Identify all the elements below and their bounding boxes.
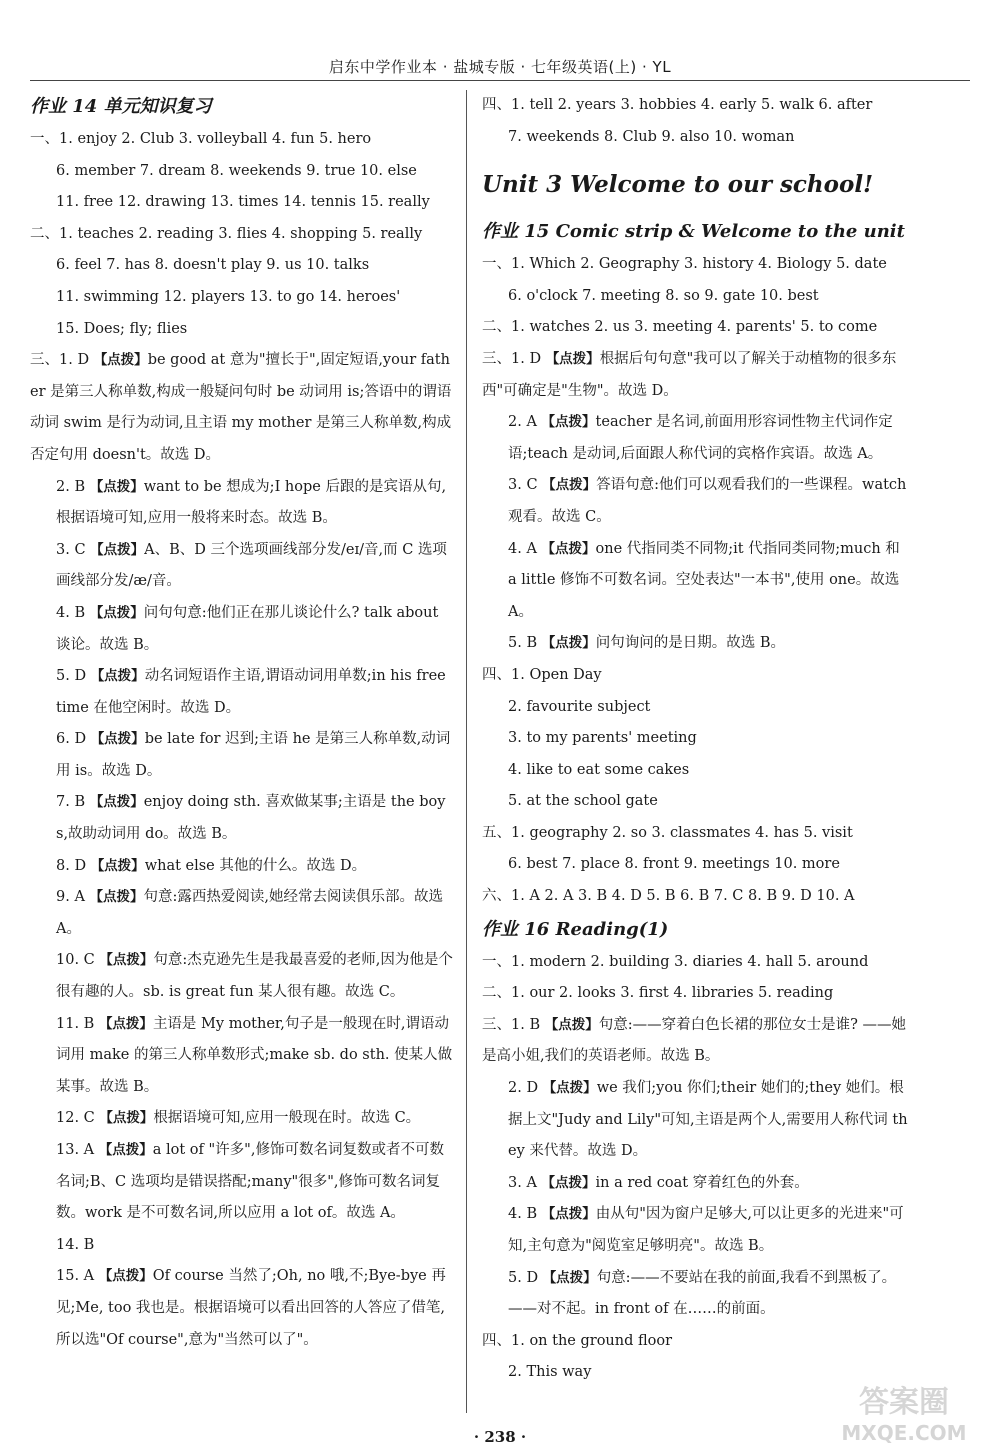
answer-line: 一、1. enjoy 2. Club 3. volleyball 4. fun 5. hero [30, 131, 372, 147]
answer-key: 10. C [56, 952, 100, 969]
answer-line [30, 945, 454, 1008]
hint-text: enjoy doing sth. 喜欢做某事;主语是 the boys,故助动词用 do。故选 B。 [56, 794, 446, 843]
hint-tag: 【点拨】 [545, 350, 600, 367]
answer-line [30, 598, 454, 661]
answer-line: 7. weekends 8. Club 9. also 10. woman [508, 128, 795, 145]
hint-text: teacher 是名词,前面用形容词性物主代词作定语;teach 是动词,后面跟人称代词的宾格作宾语。故选 A。 [508, 414, 893, 462]
answer-line [482, 534, 912, 629]
answer-line [482, 407, 912, 470]
answer-line [30, 851, 454, 883]
hint-text: what else 其他的什么。故选 D。 [144, 857, 367, 874]
hint-tag: 【点拨】 [90, 541, 145, 558]
answer-line [30, 1009, 454, 1104]
hint-tag: 【点拨】 [542, 1269, 597, 1286]
running-header [30, 56, 970, 81]
hint-text: in a red coat 穿着红色的外套。 [595, 1174, 809, 1191]
answer-line [30, 1230, 454, 1262]
answer-key: 11. B [56, 1015, 99, 1032]
answer-line: 二、1. watches 2. us 3. meeting 4. parents' 5. to come [482, 319, 878, 336]
hint-text: Of course 当然了;Oh, no 哦,不;Bye-bye 再见;Me, too 我也是。根据语境可以看出回答的人答应了借笔,所以选"Of course",意为"当然可以了"。 [56, 1268, 446, 1348]
hint-text: 根据语境可知,应用一般现在时。故选 C。 [153, 1110, 421, 1127]
answer-line [30, 472, 454, 535]
answer-key: 4. A [508, 540, 542, 557]
hint-text: 动名词短语作主语,谓语动词用单数;in his free time 在他空闲时。故选 D。 [56, 668, 446, 716]
answer-line [482, 628, 912, 660]
answer-key: 13. A [56, 1142, 99, 1158]
watermark-line2: MXQE.COM [841, 1421, 967, 1445]
answer-line: 六、1. A 2. A 3. B 4. D 5. B 6. B 7. C 8. B 9. D 10. A [482, 888, 855, 905]
answer-line [30, 345, 454, 471]
hint-tag: 【点拨】 [89, 604, 144, 621]
left-column [30, 90, 454, 1411]
answer-key: 三、1. B [482, 1016, 545, 1033]
watermark-logo [820, 1378, 988, 1448]
hint-text: 句意:杰克逊先生是我最喜爱的老师,因为他是个很有趣的人。sb. is great fun 某人很有趣。故选 C。 [56, 952, 453, 1001]
answer-line [482, 1199, 912, 1262]
answer-key: 9. A [56, 889, 90, 906]
answer-line: 3. to my parents' meeting [508, 730, 697, 747]
hint-text: 句意:——穿着白色长裙的那位女士是谁? ——她是高小姐,我们的英语老师。故选 B。 [482, 1016, 906, 1065]
hint-text: 问句句意:他们正在那儿谈论什么? talk about 谈论。故选 B。 [56, 604, 439, 653]
hint-tag: 【点拨】 [89, 889, 144, 906]
answer-line: 一、1. Which 2. Geography 3. history 4. Biology 5. date [482, 256, 887, 273]
hint-text: one 代指同类不同物;it 代指同类同物;much 和 a little 修饰不可数名词。空处表达"一本书",使用 one。故选 A。 [508, 540, 900, 620]
answer-line [482, 1010, 912, 1073]
hint-tag: 【点拨】 [89, 794, 144, 811]
unit-heading: Unit 3 Welcome to our school! [482, 171, 874, 199]
hint-text: want to be 想成为;I hope 后跟的是宾语从句,根据语境可知,应用一般将来时态。故选 B。 [56, 478, 447, 527]
hint-tag: 【点拨】 [89, 478, 144, 495]
answer-line [30, 661, 454, 724]
hint-text: a lot of "许多",修饰可数名词复数或者不可数名词;B、C 选项均是错误搭配;many"很多",修饰可数名词复数。work 是不可数名词,所以应用 a lot of。故选 A。 [56, 1142, 444, 1222]
answer-key: 5. B [508, 635, 542, 652]
answer-line [482, 1263, 912, 1326]
header-title: 启东中学作业本 · 盐城专版 · 七年级英语(上) · YL [328, 58, 672, 76]
answer-key: 15. A [56, 1268, 99, 1285]
watermark-line1: 答案圈 [859, 1385, 949, 1420]
answer-line: 6. member 7. dream 8. weekends 9. true 10. else [56, 162, 417, 179]
hint-tag: 【点拨】 [90, 668, 145, 685]
answer-key: 14. B [56, 1236, 95, 1253]
hint-text: 由从句"因为窗户足够大,可以让更多的光进来"可知,主句意为"阅览室足够明亮"。故选 B。 [508, 1206, 904, 1254]
answer-line [482, 1168, 912, 1200]
hint-tag: 【点拨】 [98, 1015, 153, 1032]
hint-text: 根据后句句意"我可以了解关于动植物的很多东西"可确定是"生物"。故选 D。 [482, 350, 897, 399]
answer-key: 3. C [56, 541, 91, 558]
answer-key: 3. A [508, 1174, 542, 1191]
section-heading: 作业 15 Comic strip & Welcome to the unit [482, 221, 905, 243]
hint-tag: 【点拨】 [99, 952, 154, 969]
answer-line: 6. feel 7. has 8. doesn't play 9. us 10. talks [56, 257, 370, 274]
answer-line: 11. free 12. drawing 13. times 14. tennis 15. really [56, 194, 430, 211]
hint-text: 问句询问的是日期。故选 B。 [595, 635, 785, 652]
answer-line: 二、1. our 2. looks 3. first 4. libraries 5. reading [482, 985, 834, 1002]
answer-key: 5. D [56, 668, 91, 685]
hint-tag: 【点拨】 [541, 414, 596, 431]
hint-text: 句意:——不要站在我的前面,我看不到黑板了。——对不起。in front of 在……的前面。 [508, 1269, 897, 1318]
hint-text: A、B、D 三个选项画线部分发/eɪ/音,而 C 选项画线部分发/æ/音。 [56, 541, 447, 590]
answer-key: 2. A [508, 414, 542, 431]
answer-line [30, 1261, 454, 1356]
section-heading: 作业 16 Reading(1) [482, 918, 669, 940]
answer-line: 11. swimming 12. players 13. to go 14. heroes' [56, 288, 401, 305]
answer-line: 6. best 7. place 8. front 9. meetings 10. more [508, 856, 840, 873]
answer-line [30, 787, 454, 850]
answer-key: 2. D [508, 1080, 543, 1097]
answer-line [30, 882, 454, 945]
section-heading: 作业 14 单元知识复习 [30, 96, 212, 117]
answer-line: 一、1. modern 2. building 3. diaries 4. hall 5. around [482, 953, 869, 970]
answer-line: 5. at the school gate [508, 793, 658, 810]
answer-key: 2. B [56, 478, 90, 495]
answer-line [30, 1135, 454, 1230]
hint-text: be good at 意为"擅长于",固定短语,your father 是第三人称单数,构成一般疑问句时 be 动词用 is;答语中的谓语动词 swim 是行为动词,且主语 my mother 是第三人称单数,构成否定句用 doesn't。故选 D。 [30, 352, 452, 463]
answer-key: 8. D [56, 857, 91, 874]
answer-line: 4. like to eat some cakes [508, 761, 690, 778]
hint-tag: 【点拨】 [544, 1016, 599, 1033]
hint-text: we 我们;you 你们;their 她们的;they 她们。根据上文"Judy and Lily"可知,主语是两个人,需要用人称代词 they 来代替。故选 D。 [508, 1080, 908, 1160]
hint-tag: 【点拨】 [541, 540, 596, 557]
answer-line: 四、1. on the ground floor [482, 1332, 673, 1349]
hint-tag: 【点拨】 [90, 857, 145, 874]
answer-key: 6. D [56, 731, 91, 748]
answer-key: 三、1. D [30, 352, 94, 369]
hint-tag: 【点拨】 [98, 1268, 153, 1285]
hint-tag: 【点拨】 [98, 1142, 153, 1158]
answer-key: 4. B [508, 1206, 542, 1223]
answer-key: 4. B [56, 604, 90, 621]
answer-line: 四、1. Open Day [482, 666, 602, 683]
answer-key: 12. C [56, 1110, 100, 1127]
answer-line: 15. Does; fly; flies [56, 320, 188, 337]
hint-tag: 【点拨】 [90, 731, 145, 748]
hint-tag: 【点拨】 [99, 1110, 154, 1127]
answer-key: 3. C [508, 477, 543, 494]
answer-line: 2. favourite subject [508, 698, 651, 715]
answer-line: 四、1. tell 2. years 3. hobbies 4. early 5. walk 6. after [482, 97, 873, 113]
right-column [482, 90, 912, 1411]
column-divider [466, 90, 467, 1413]
answer-line: 6. o'clock 7. meeting 8. so 9. gate 10. best [508, 287, 819, 304]
hint-text: 答语句意:他们可以观看我们的一些课程。watch 观看。故选 C。 [508, 477, 907, 525]
hint-text: 句意:露西热爱阅读,她经常去阅读俱乐部。故选 A。 [56, 889, 444, 937]
answer-line [30, 724, 454, 787]
hint-tag: 【点拨】 [541, 1206, 596, 1223]
answer-key: 三、1. D [482, 350, 546, 367]
hint-text: be late for 迟到;主语 he 是第三人称单数,动词用 is。故选 D。 [56, 731, 451, 779]
hint-tag: 【点拨】 [541, 1174, 596, 1191]
answer-line: 五、1. geography 2. so 3. classmates 4. has 5. visit [482, 824, 853, 841]
answer-line [482, 344, 912, 407]
answer-line: 二、1. teaches 2. reading 3. flies 4. shopping 5. really [30, 225, 423, 242]
answer-key: 7. B [56, 794, 90, 811]
answer-line [482, 470, 912, 533]
answer-line: 2. This way [508, 1364, 592, 1381]
hint-tag: 【点拨】 [542, 1080, 597, 1097]
hint-tag: 【点拨】 [542, 477, 597, 494]
answer-line [30, 1103, 454, 1135]
hint-tag: 【点拨】 [93, 352, 148, 369]
hint-tag: 【点拨】 [541, 635, 596, 652]
answer-line [30, 535, 454, 598]
answer-key: 5. D [508, 1269, 543, 1286]
answer-line [482, 1073, 912, 1168]
page-number: · 238 · [473, 1428, 527, 1446]
hint-text: 主语是 My mother,句子是一般现在时,谓语动词用 make 的第三人称单数形式;make sb. do sth. 使某人做某事。故选 B。 [56, 1015, 453, 1095]
